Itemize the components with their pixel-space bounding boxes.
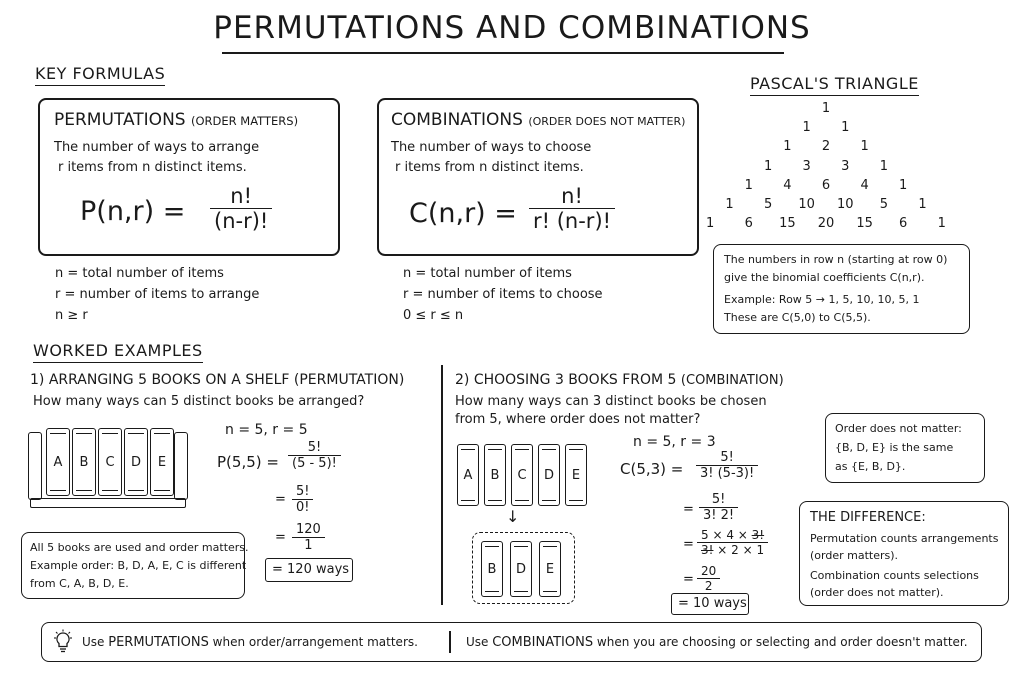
order-note-1: Order does not matter:: [835, 422, 962, 435]
pascal-heading: PASCAL'S TRIANGLE: [750, 74, 919, 93]
permutations-box: [38, 98, 340, 256]
page-title: PERMUTATIONS AND COMBINATIONS: [213, 10, 811, 46]
pascal-cell: 1: [763, 158, 773, 174]
pascal-cell: 1: [879, 158, 889, 174]
pascal-cell: 4: [783, 177, 792, 193]
pascal-cell: 1: [821, 101, 831, 116]
pascal-cell: 3: [841, 158, 850, 174]
combinations-desc-1: The number of ways to choose: [391, 140, 592, 155]
example-1-answer: = 120 ways: [272, 562, 350, 577]
shelf: [30, 498, 186, 508]
footer-permutations-tip: Use PERMUTATIONS when order/arrangement matters.: [82, 635, 418, 650]
example-2-eq-3: =: [683, 537, 694, 552]
pascal-cell: 10: [837, 197, 854, 212]
pascal-note-1: The numbers in row n (starting at row 0): [724, 253, 948, 266]
pascal-cell: 1: [860, 139, 869, 155]
order-note-3: as {E, B, D}.: [835, 460, 906, 473]
chosen-book-b: B: [481, 541, 503, 597]
book-a: A: [46, 428, 70, 496]
example-1-question: How many ways can 5 distinct books be arranged?: [33, 394, 365, 409]
footer-combinations-tip: Use COMBINATIONS when you are choosing or selecting and order doesn't matter.: [466, 635, 968, 650]
pascal-cell: 1: [783, 139, 792, 155]
ex2-book-e: E: [565, 444, 587, 506]
pascal-cell: 6: [899, 216, 908, 232]
example-2-given: n = 5, r = 3: [633, 434, 716, 450]
example-1-step-2: 5! 0!: [292, 484, 313, 515]
comb-note-r: r = number of items to choose: [403, 287, 603, 302]
pascal-cell: 4: [860, 177, 869, 193]
footer-divider: [449, 631, 451, 653]
pascal-cell: 6: [744, 216, 753, 232]
combinations-desc-2: r items from n distinct items.: [395, 160, 584, 175]
example-2-lhs: C(5,3) =: [620, 460, 684, 478]
pascal-cell: 2: [821, 139, 831, 155]
example-1-lhs: P(5,5) =: [217, 453, 279, 471]
example-2-eq-2: =: [683, 502, 694, 517]
difference-2: (order matters).: [810, 549, 899, 562]
perm-note-r: r = number of items to arrange: [55, 287, 260, 302]
pascal-note-2: give the binomial coefficients C(n,r).: [724, 271, 925, 284]
example-2-question-2: from 5, where order does not matter?: [455, 412, 701, 427]
pascal-note-4: These are C(5,0) to C(5,5).: [724, 311, 871, 324]
example-1-answer-box: [265, 558, 353, 582]
pascal-note-3: Example: Row 5 → 1, 5, 10, 10, 5, 1: [724, 293, 920, 306]
ex2-book-b: B: [484, 444, 506, 506]
combinations-fraction: n! r! (n-r)!: [529, 184, 615, 233]
example-2-answer-box: [671, 593, 749, 615]
pascal-cell: 1: [899, 177, 908, 193]
bookend-left: [28, 432, 42, 500]
book-b: B: [72, 428, 96, 496]
difference-3: Combination counts selections: [810, 569, 979, 582]
example-2-step-1: 5! 3! (5-3)!: [696, 450, 758, 481]
ex2-book-c: C: [511, 444, 533, 506]
difference-heading: THE DIFFERENCE:: [810, 510, 926, 525]
example-2-title: 2) CHOOSING 3 BOOKS FROM 5 (COMBINATION): [455, 372, 784, 388]
pascal-cell: 1: [937, 216, 946, 232]
comb-note-constraint: 0 ≤ r ≤ n: [403, 308, 464, 323]
permutations-title: PERMUTATIONS (ORDER MATTERS): [54, 110, 299, 130]
pascal-cell: 15: [856, 216, 873, 232]
perm-note-constraint: n ≥ r: [55, 308, 88, 323]
permutations-desc-1: The number of ways to arrange: [54, 140, 260, 155]
example-1-note-box: [21, 532, 249, 599]
footer-tip-box: [41, 622, 982, 662]
difference-1: Permutation counts arrangements: [810, 532, 999, 545]
example-1-note-2: Example order: B, D, A, E, C is different: [30, 559, 247, 572]
comb-note-n: n = total number of items: [403, 266, 572, 281]
ex2-book-a: A: [457, 444, 479, 506]
difference-box: [799, 501, 1009, 606]
permutations-lhs: P(n,r) =: [80, 196, 186, 227]
pascal-cell: 1: [706, 216, 715, 232]
permutations-fraction: n! (n-r)!: [210, 184, 272, 233]
chosen-books-group: [472, 532, 575, 604]
example-2-step-3: 5 × 4 × 3! 3! × 2 × 1: [697, 528, 768, 557]
title-underline: [222, 52, 784, 54]
pascal-cell: 1: [802, 120, 811, 136]
ex2-book-d: D: [538, 444, 560, 506]
example-2-step-2: 5! 3! 2!: [699, 492, 738, 523]
difference-4: (order does not matter).: [810, 586, 944, 599]
chosen-book-d: D: [510, 541, 532, 597]
book-e: E: [150, 428, 174, 496]
pascal-cell: 5: [763, 197, 773, 212]
lightbulb-icon: [52, 629, 74, 655]
book-c: C: [98, 428, 122, 496]
combinations-title: COMBINATIONS (ORDER DOES NOT MATTER): [391, 110, 686, 130]
pascal-cell: 3: [802, 158, 811, 174]
pascal-cell: 15: [779, 216, 796, 232]
selection-arrow: ↓: [506, 507, 520, 526]
bookend-right: [174, 432, 188, 500]
example-1-eq-3: =: [275, 530, 286, 545]
pascal-cell: 1: [841, 120, 850, 136]
pascal-cell: 5: [879, 197, 889, 212]
chosen-book-e: E: [539, 541, 561, 597]
combinations-box: [377, 98, 699, 256]
example-1-step-3: 120 1: [292, 522, 325, 553]
example-2-question-1: How many ways can 3 distinct books be chosen: [455, 394, 767, 409]
pascal-cell: 1: [744, 177, 753, 193]
example-1-note-1: All 5 books are used and order matters.: [30, 541, 249, 554]
example-1-step-1: 5! (5 - 5)!: [288, 440, 341, 471]
examples-divider: [441, 365, 443, 605]
worked-examples-heading: WORKED EXAMPLES: [33, 341, 203, 360]
perm-note-n: n = total number of items: [55, 266, 224, 281]
example-2-eq-4: =: [683, 572, 694, 587]
book-d: D: [124, 428, 148, 496]
example-2-step-4: 20 2: [697, 564, 720, 593]
pascal-cell: 10: [798, 197, 815, 212]
pascal-cell: 20: [817, 216, 835, 232]
example-1-note-3: from C, A, B, D, E.: [30, 577, 129, 590]
example-2-answer: = 10 ways: [678, 596, 747, 611]
order-note-box: [825, 413, 985, 483]
permutations-desc-2: r items from n distinct items.: [58, 160, 247, 175]
example-1-given: n = 5, r = 5: [225, 422, 308, 438]
example-1-eq-2: =: [275, 492, 286, 507]
pascal-cell: 6: [821, 177, 831, 193]
pascal-cell: 1: [918, 197, 927, 212]
key-formulas-heading: KEY FORMULAS: [35, 64, 165, 83]
pascal-cell: 1: [725, 197, 734, 212]
example-1-title: 1) ARRANGING 5 BOOKS ON A SHELF (PERMUTATION): [30, 372, 405, 388]
order-note-2: {B, D, E} is the same: [835, 441, 954, 454]
combinations-lhs: C(n,r) =: [409, 198, 517, 229]
pascal-note-box: [713, 244, 970, 334]
bookshelf: [28, 432, 188, 512]
